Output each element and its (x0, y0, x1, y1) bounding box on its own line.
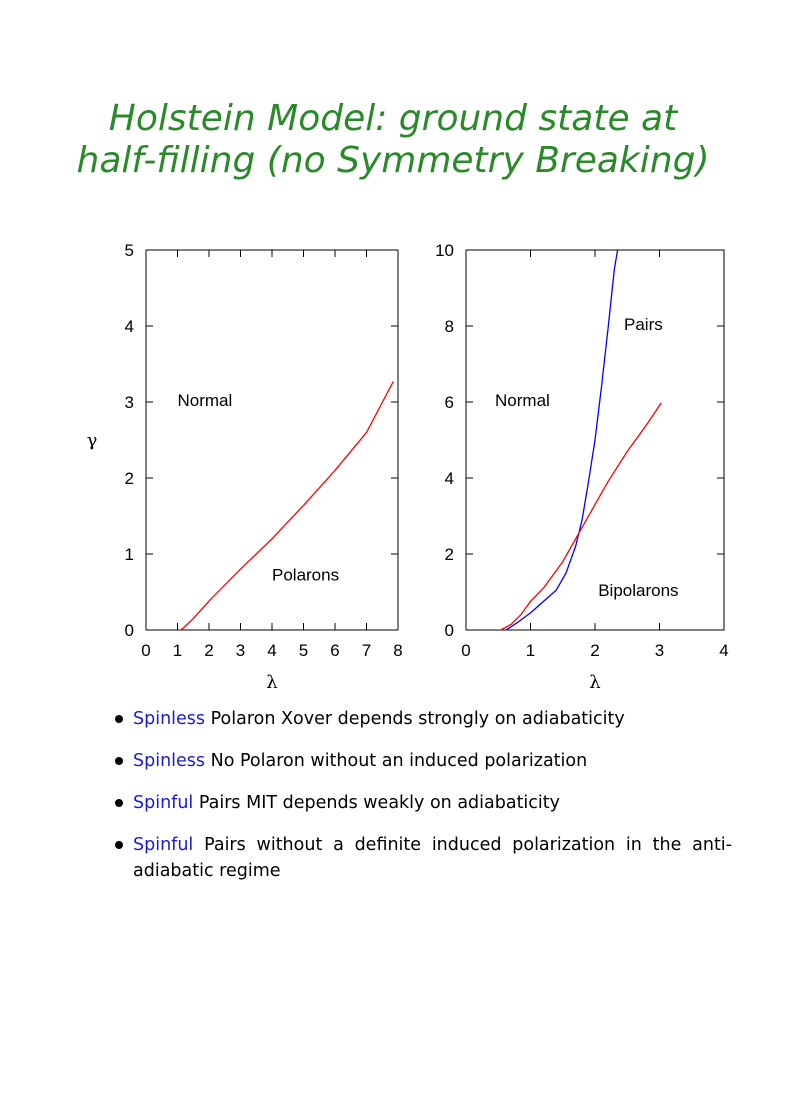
bullet-dot (115, 799, 123, 807)
x-tick-label: 3 (654, 641, 665, 660)
y-axis-label: γ (86, 430, 98, 451)
bullet-text: Polaron Xover depends strongly on adiabaticity (210, 709, 625, 729)
bullet-keyword: Spinless (133, 709, 206, 729)
region-label: Bipolarons (598, 580, 679, 600)
y-tick-label: 4 (124, 317, 134, 336)
bullet-item (112, 748, 732, 774)
bullet-keyword: Spinless (133, 751, 206, 771)
x-tick-label: 1 (525, 641, 536, 660)
x-axis-label: λ (266, 672, 278, 693)
x-tick-label: 3 (235, 641, 246, 660)
series-line-1 (181, 382, 394, 631)
x-tick-label: 4 (719, 641, 729, 660)
region-label: Normal (495, 390, 550, 410)
y-tick-label: 10 (435, 241, 454, 260)
y-tick-label: 0 (444, 621, 454, 640)
x-tick-label: 2 (204, 641, 214, 660)
y-tick-label: 6 (444, 393, 454, 412)
bullet-list (112, 706, 732, 900)
y-tick-label: 2 (124, 469, 134, 488)
x-tick-label: 6 (330, 641, 340, 660)
chart-panel-1 (87, 241, 403, 693)
x-axis-label: λ (589, 672, 601, 693)
region-label: Pairs (624, 314, 663, 334)
bullet-item (112, 790, 732, 816)
bullet-dot (115, 757, 123, 765)
chart-panel-2 (435, 241, 729, 693)
y-tick-label: 0 (124, 621, 134, 640)
title-line-1: Holstein Model: ground state at (108, 98, 678, 139)
region-label: Normal (177, 390, 233, 410)
bullet-text: Pairs without a definite induced polarization in the anti-adiabatic regime (133, 835, 732, 881)
y-tick-label: 5 (124, 241, 134, 260)
y-tick-label: 1 (124, 545, 134, 564)
y-tick-label: 2 (444, 545, 454, 564)
phase-diagram-charts (0, 230, 786, 700)
bullet-dot (115, 715, 123, 723)
bullet-item (112, 706, 732, 732)
bullet-text: No Polaron without an induced polarization (210, 751, 588, 771)
bullet-text: Pairs MIT depends weakly on adiabaticity (198, 793, 561, 813)
bullet-item (112, 832, 732, 884)
bullet-dot (115, 841, 123, 849)
page-title (0, 98, 786, 182)
y-tick-label: 4 (444, 469, 454, 488)
x-tick-label: 0 (141, 641, 151, 660)
series-line-1 (506, 250, 618, 630)
region-label: Polarons (272, 565, 340, 585)
bullet-keyword: Spinful (133, 835, 194, 855)
x-tick-label: 1 (172, 641, 183, 660)
title-line-2: half-filling (no Symmetry Breaking) (76, 140, 710, 181)
x-tick-label: 8 (393, 641, 403, 660)
x-tick-label: 5 (298, 641, 309, 660)
y-tick-label: 3 (124, 393, 134, 412)
x-tick-label: 4 (267, 641, 277, 660)
bullet-keyword: Spinful (133, 793, 194, 813)
x-tick-label: 7 (361, 641, 372, 660)
x-tick-label: 0 (461, 641, 471, 660)
y-tick-label: 8 (444, 317, 454, 336)
x-tick-label: 2 (590, 641, 600, 660)
